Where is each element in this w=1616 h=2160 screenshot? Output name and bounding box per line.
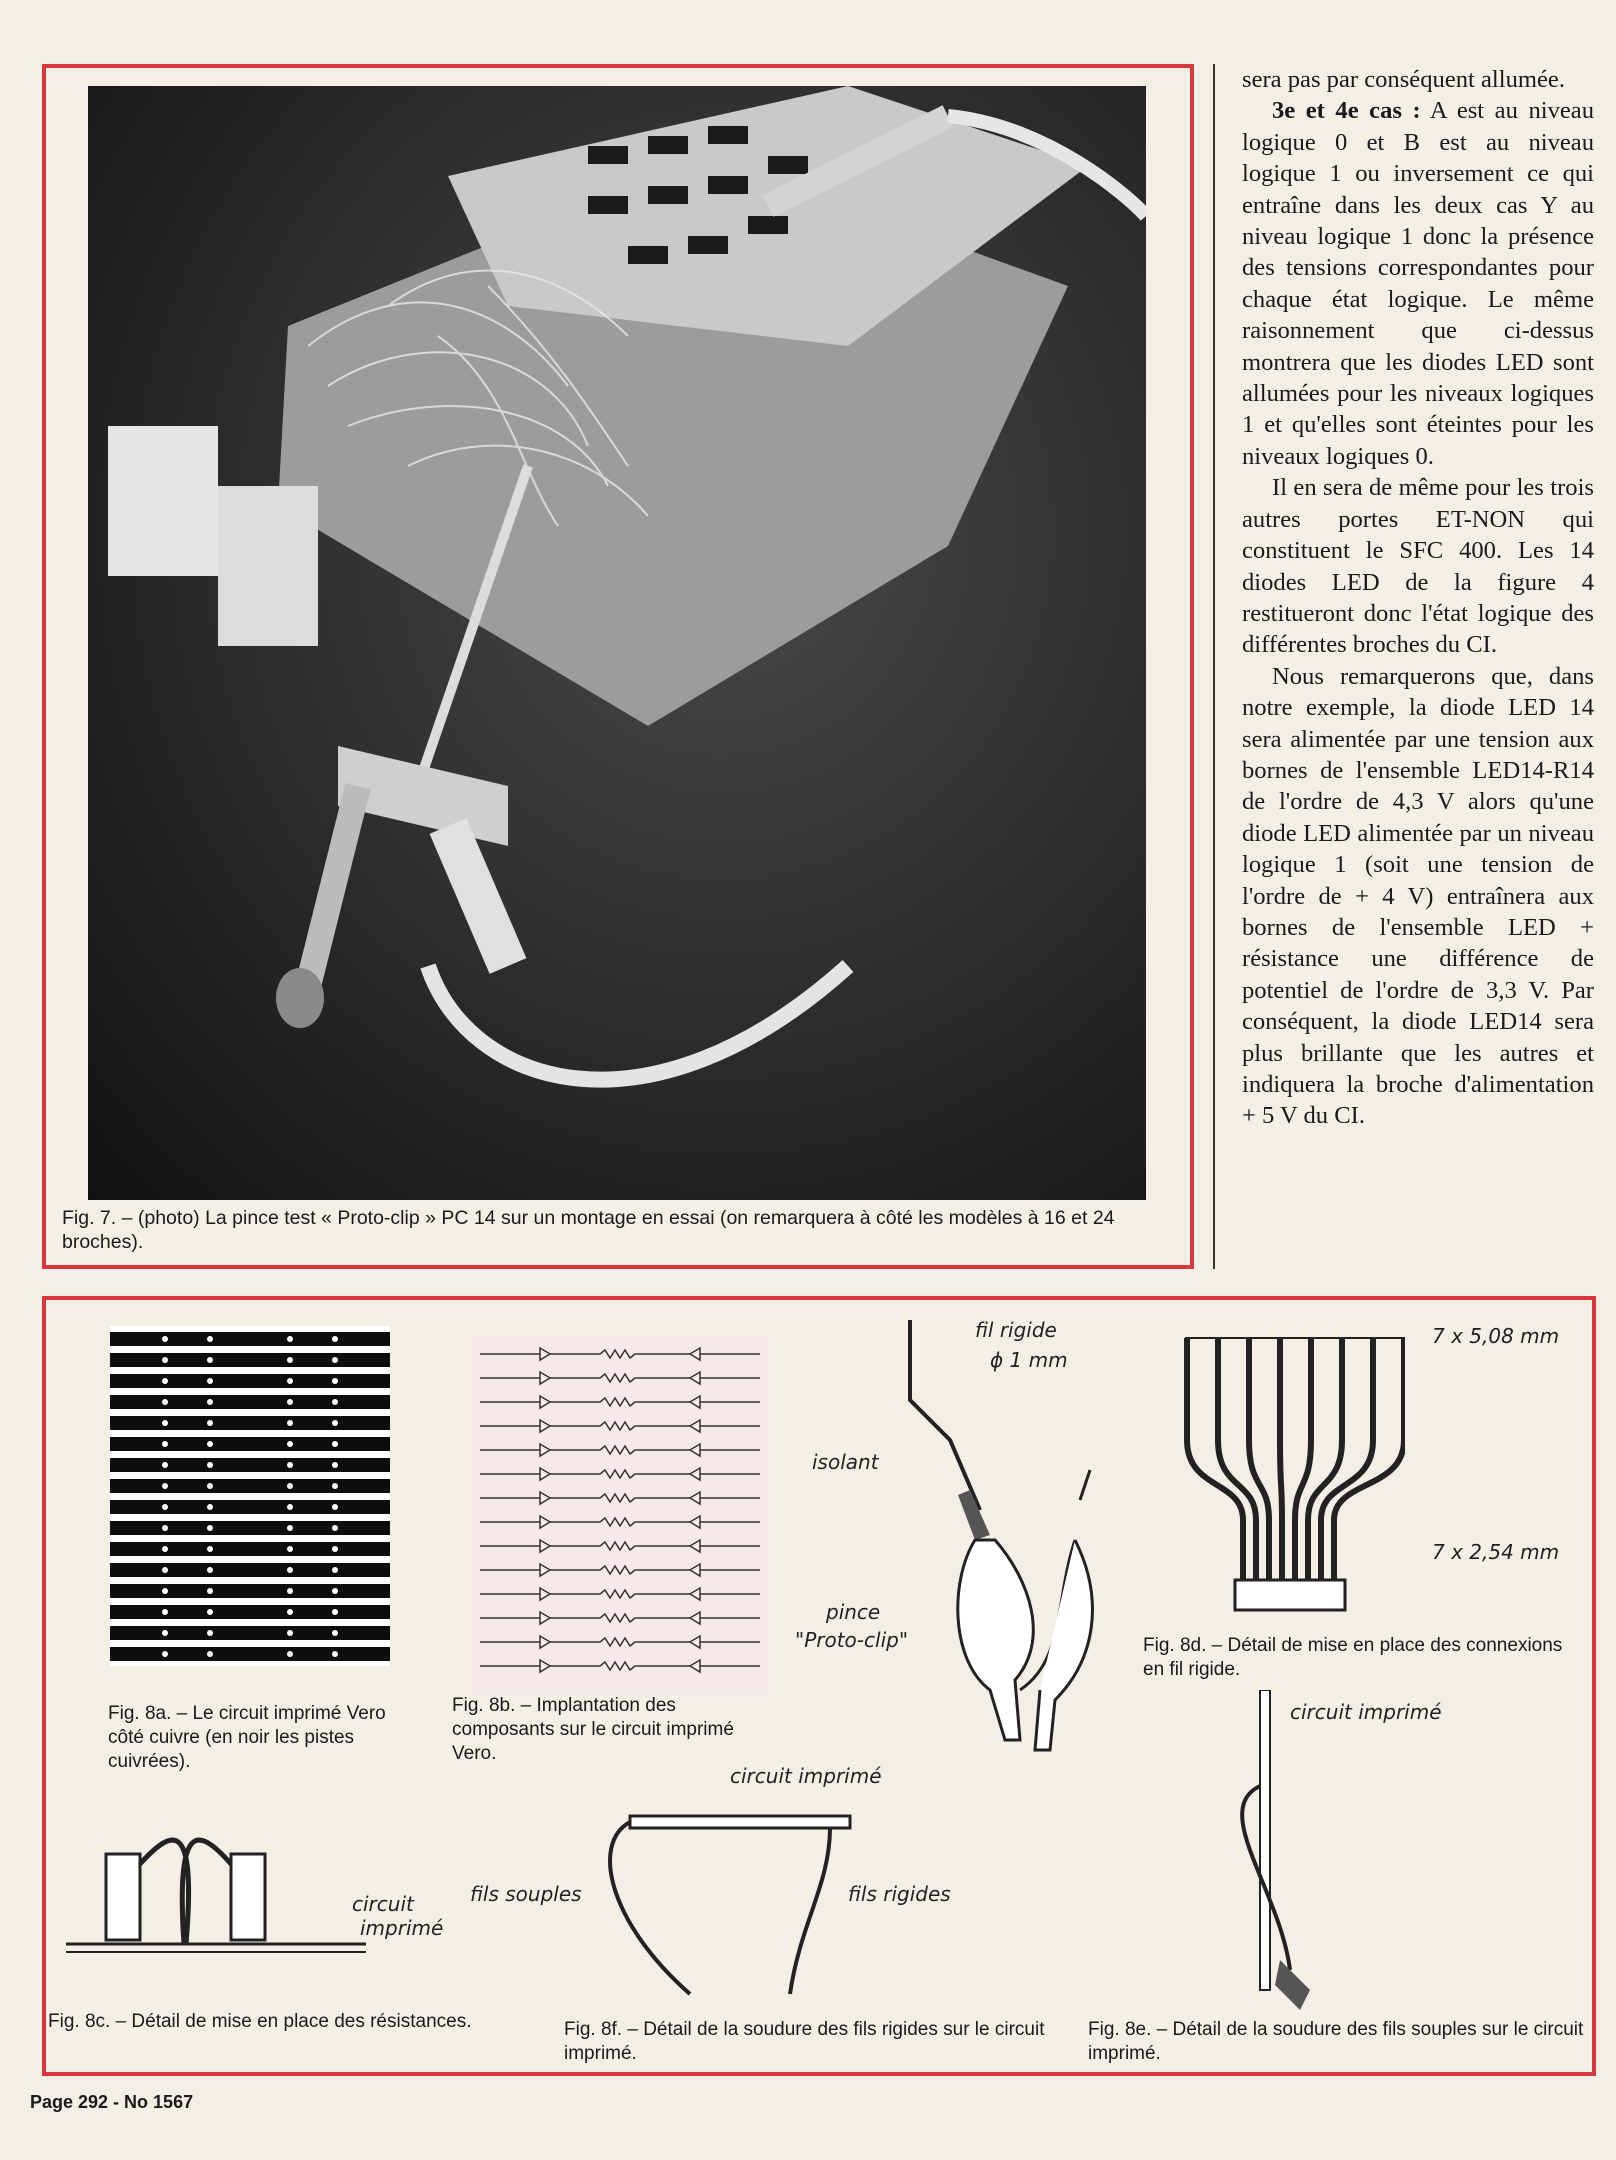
- paragraph: sera pas par conséquent allumée.: [1242, 66, 1565, 93]
- label-fils-rigides: fils rigides: [848, 1882, 951, 1906]
- fig8-proto-clip-drawing: [880, 1320, 1140, 1780]
- fig8a-vero-copper-drawing: [110, 1326, 390, 1666]
- column-rule: [1213, 64, 1215, 1269]
- label-fils-souples: fils souples: [470, 1882, 582, 1906]
- fig8b-component-layout-drawing: [470, 1334, 770, 1694]
- label-circuit-imprime-e: circuit imprimé: [1290, 1700, 1442, 1724]
- paragraph: Nous remarquerons que, dans notre exemple, la diode LED 14 sera alimentée par une tension aux bornes de l'ensemble LED14-R14 de l'ordre de 4,3 V alors qu'une diode LED alimentée par un niveau logique 1 (soit une tension de l'ordre de + 4 V) entraînera aux bornes de l'ensemble LED + résistance une différence de potentiel de l'ordre de 3,3 V. Par conséquent, la diode LED14 sera plus brillante que les autres et indiquera la broche d'alimentation + 5 V du CI.: [1242, 662, 1594, 1130]
- page-footer: Page 292 - No 1567: [30, 2092, 194, 2112]
- label-pitch-top: 7 x 5,08 mm: [1432, 1324, 1560, 1348]
- fig8a-caption: Fig. 8a. – Le circuit imprimé Vero côté cuivre (en noir les pistes cuivrées).: [108, 1703, 386, 1772]
- fig8d-caption: Fig. 8d. – Détail de mise en place des connexions en fil rigide.: [1143, 1635, 1563, 1680]
- label-pitch-bottom: 7 x 2,54 mm: [1432, 1540, 1560, 1564]
- photo-proto-clip: [88, 86, 1146, 1200]
- paragraph: [1242, 95, 1594, 472]
- label-proto-clip: "Proto-clip": [795, 1628, 909, 1652]
- fig8e-flexible-wire-drawing: [1220, 1690, 1420, 2010]
- fig8f-soldering-drawing: [600, 1804, 860, 2004]
- fig8b-caption: Fig. 8b. – Implantation des composants sur le circuit imprimé Vero.: [452, 1695, 734, 1764]
- label-circuit-c2: imprimé: [360, 1916, 444, 1940]
- paragraph: Il en sera de même pour les trois autres portes ET-NON qui constituent le SFC 400. Les 14 diodes LED de la figure 4 restitueront donc l'état logique des différentes broches du CI.: [1242, 474, 1594, 659]
- label-fil-rigide: fil rigide: [975, 1318, 1057, 1342]
- fig8f-caption: Fig. 8f. – Détail de la soudure des fils rigides sur le circuit imprimé.: [564, 2019, 1045, 2064]
- fig8e-caption: Fig. 8e. – Détail de la soudure des fils souples sur le circuit imprimé.: [1088, 2019, 1584, 2064]
- fig8c-resistor-drawing: [66, 1834, 366, 1964]
- fig8d-rigid-wire-drawing: [1175, 1320, 1405, 1620]
- label-circuit-imprime-f: circuit imprimé: [730, 1764, 882, 1788]
- fig8c-caption: Fig. 8c. – Détail de mise en place des résistances.: [48, 2011, 472, 2032]
- fig7-caption: Fig. 7. – (photo) La pince test « Proto-clip » PC 14 sur un montage en essai (on remarquera à côté les modèles à 16 et 24 broches).: [62, 1207, 1115, 1253]
- label-diameter: ϕ 1 mm: [990, 1348, 1068, 1372]
- text-column: [1242, 64, 1594, 1132]
- label-isolant: isolant: [812, 1450, 879, 1474]
- paragraph-body: A est au niveau logique 0 et B est au niveau logique 1 ou inversement ce qui entraîne dans les deux cas Y au niveau logique 1 donc la présence des tensions correspondantes pour chaque état logique. Le même raisonnement que ci-dessus montrera que les diodes LED sont allumées pour les niveaux logiques 1 et qu'elles sont éteintes pour les niveaux logiques 0.: [1242, 97, 1594, 470]
- case-heading: 3e et 4e cas :: [1272, 97, 1421, 125]
- label-circuit-c1: circuit: [352, 1892, 414, 1916]
- label-pince: pince: [826, 1600, 881, 1624]
